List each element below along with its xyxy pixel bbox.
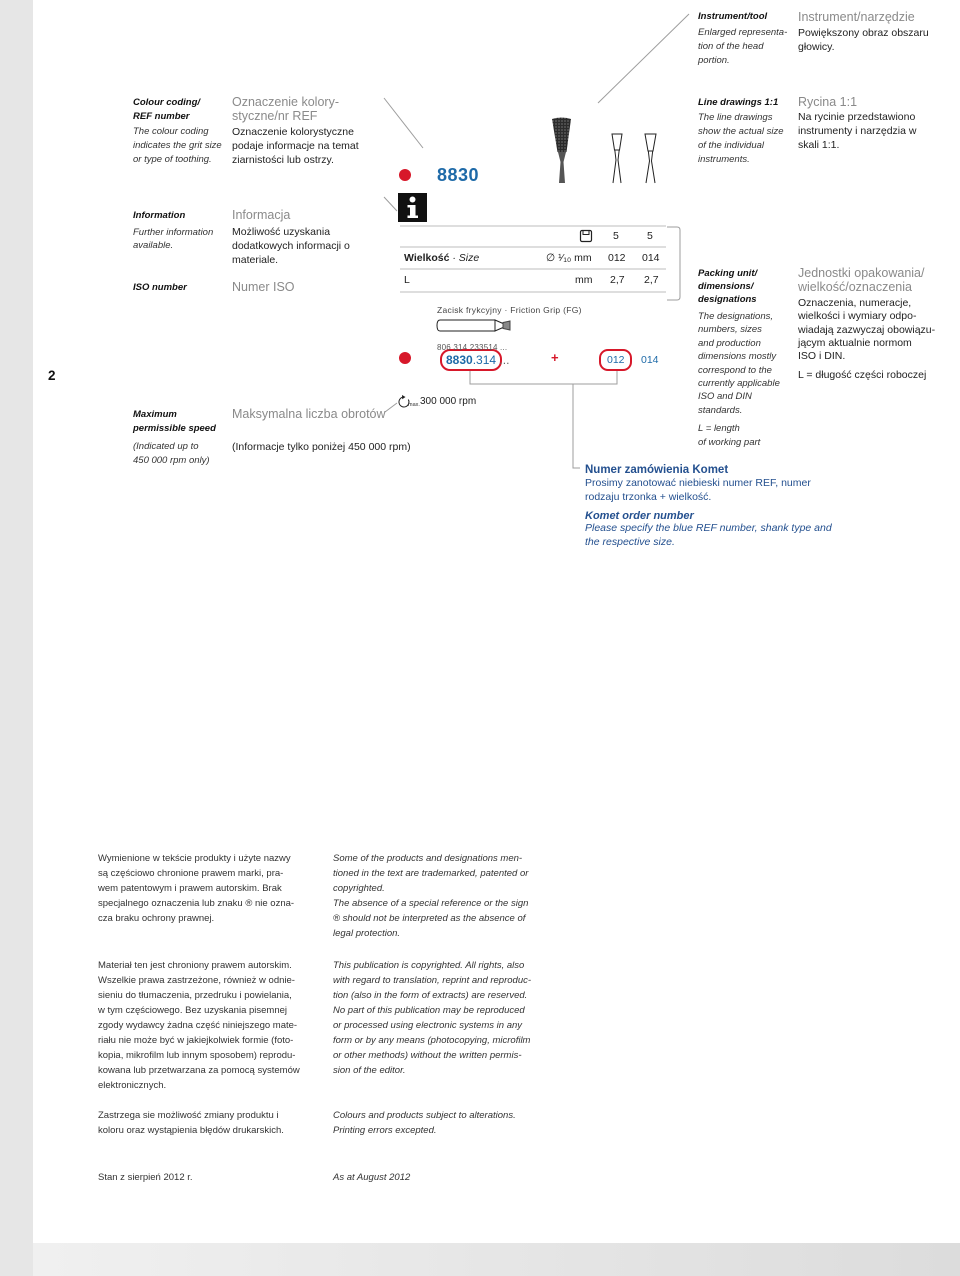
- legal-date-en: As at August 2012: [333, 1172, 411, 1183]
- line-drawing-size-014: [645, 134, 656, 183]
- shank-type-label: Zacisk frykcyjny · Friction Grip (FG): [437, 305, 582, 315]
- iso-title-en: ISO number: [133, 282, 187, 293]
- pointer-line-instrument: [598, 14, 689, 103]
- legal-copyright-en: This publication is copyrighted. All rights, also with regard to translation, reprint and reproduc- tion (also in the form of extracts) are reserved. No part of this publication may be reproduced or processed using electronic systems in any form or by any means (photocopying, microfilm or other methods) without the written permis- sion of the editor.: [333, 960, 532, 1076]
- line-drawing-neck: [646, 151, 655, 183]
- length-value-012: 2,7: [610, 274, 625, 286]
- packing-bracket: [667, 227, 680, 300]
- legal-trademarks-pl: Wymienione w tekście produkty i użyte nazwy są częściowo chronione prawem marki, pra- wem patentowym i prawem autorskim. Brak specjalnego oznaczenia lub znaku ® nie ozna- cza braku ochrony prawnej.: [98, 853, 295, 924]
- max-rpm-prefix: max.: [408, 402, 420, 408]
- packing-desc-pl: Oznaczenia, numeracje, wielkości i wymiary odpo- wiadają zazwyczaj obowiązu- jącym aktualnie normom ISO i DIN.: [798, 297, 936, 363]
- length-row-label: L: [404, 274, 410, 286]
- bur-head-grit: [552, 118, 571, 154]
- max-speed-title-en: Maximum permissible speed: [133, 409, 216, 434]
- packing-desc-en: The designations, numbers, sizes and production dimensions mostly correspond to the currently applicable ISO and DIN standards.: [698, 311, 780, 416]
- colour-coding-desc-en: The colour coding indicates the grit size or type of toothing.: [133, 126, 222, 165]
- pointer-line-information: [384, 197, 397, 211]
- line-drawing-head: [612, 134, 622, 150]
- information-desc-en: Further information available.: [133, 227, 214, 251]
- ref-number: 8830: [437, 165, 480, 185]
- legal-alterations-en: Colours and products subject to alterations. Printing errors excepted.: [333, 1110, 516, 1136]
- order-ref-number: [446, 353, 509, 367]
- information-desc-pl: Możliwość uzyskania dodatkowych informacji o materiale.: [232, 226, 350, 266]
- information-title-pl: Informacja: [232, 208, 291, 222]
- order-title-en: Komet order number: [585, 510, 694, 522]
- order-desc-en: Please specify the blue REF number, shank type and the respective size.: [585, 522, 832, 548]
- instrument-title-en: Instrument/tool: [698, 11, 768, 22]
- pack-qty-014: 5: [647, 230, 653, 242]
- size-unit: ∅ ¹⁄₁₀ mm: [546, 252, 592, 264]
- instrument-title-pl: Instrument/narzędzie: [798, 10, 915, 24]
- colour-coding-title-pl: Oznaczenie kolory- styczne/nr REF: [232, 95, 339, 123]
- size-value-014: 014: [642, 252, 660, 264]
- line-drawing-head: [645, 134, 656, 151]
- bur-neck: [558, 152, 566, 183]
- size-label-en: · Size: [452, 252, 480, 264]
- packing-title-en: Packing unit/ dimensions/ designations: [698, 268, 758, 305]
- colour-coding-title-en: Colour coding/ REF number: [133, 97, 201, 122]
- max-rpm-value: 300 000 rpm: [420, 396, 477, 407]
- colour-dot-top: [399, 169, 411, 181]
- legal-date-pl: Stan z sierpień 2012 r.: [98, 1172, 193, 1183]
- max-speed-note-en: (Indicated up to 450 000 rpm only): [133, 441, 210, 466]
- order-title-pl: Numer zamówienia Komet: [585, 464, 729, 476]
- info-icon: [398, 193, 427, 222]
- information-title-en: Information: [133, 210, 186, 221]
- plus-sign: +: [551, 350, 559, 365]
- legal-alterations-pl: Zastrzega sie możliwość zmiany produktu i koloru oraz wystąpienia błędów drukarskich.: [98, 1110, 284, 1136]
- max-speed-title-pl: Maksymalna liczba obrotów: [232, 407, 386, 421]
- line-drawings-title-en: Line drawings 1:1: [698, 97, 779, 108]
- packing-length-en: L = length of working part: [698, 423, 761, 448]
- pack-qty-012: 5: [613, 230, 619, 242]
- legal-trademarks-en: Some of the products and designations men- tioned in the text are trademarked, patented or copyrighted. The absence of a special reference or the sign ® should not be interpreted as the absence of legal protection.: [333, 853, 529, 939]
- order-ref-shank: .314: [472, 353, 497, 367]
- colour-coding-desc-pl: Oznaczenie kolorystyczne podaje informacje na temat ziarnistości lub ostrzy.: [232, 126, 359, 166]
- line-drawing-size-012: [612, 134, 622, 183]
- pointer-line-max-speed: [385, 403, 397, 412]
- package-icon: [581, 231, 592, 242]
- packing-title-pl: Jednostki opakowania/ wielkość/oznaczenia: [798, 266, 925, 294]
- order-ref-base: 8830: [446, 353, 473, 367]
- size-label-pl: Wielkość: [404, 252, 450, 264]
- line-drawings-desc-en: The line drawings show the actual size of the individual instruments.: [698, 112, 784, 165]
- enlarged-head-drawing: [552, 118, 571, 184]
- line-drawings-title-pl: Rycina 1:1: [798, 95, 858, 109]
- fg-shank-drawing: [437, 320, 510, 331]
- order-desc-pl: Prosimy zanotować niebieski numer REF, numer rodzaju trzonka + wielkość.: [585, 477, 811, 503]
- length-value-014: 2,7: [644, 274, 659, 286]
- iso-title-pl: Numer ISO: [232, 280, 295, 294]
- order-size-014: 014: [641, 354, 659, 366]
- line-drawing-neck: [613, 150, 621, 183]
- colour-dot-order: [399, 352, 411, 364]
- order-ref-ellipsis: ...: [496, 353, 510, 367]
- order-size-012: 012: [607, 354, 625, 366]
- page-number: 2: [48, 368, 56, 383]
- max-speed-note-pl: (Informacje tylko poniżej 450 000 rpm): [232, 441, 411, 453]
- size-row-label: [404, 251, 479, 265]
- pointer-line-colour-coding: [384, 98, 423, 148]
- instrument-desc-en: Enlarged representa- tion of the head portion.: [698, 27, 788, 66]
- line-drawings-desc-pl: Na rycinie przedstawiono instrumenty i narzędzia w skali 1:1.: [798, 111, 917, 151]
- length-unit: mm: [575, 274, 593, 286]
- size-value-012: 012: [608, 252, 626, 264]
- packing-length-pl: L = długość części roboczej: [798, 369, 927, 381]
- iso-number-value: 806 314 233514 ...: [437, 343, 508, 352]
- instrument-desc-pl: Powiększony obraz obszaru głowicy.: [798, 27, 929, 53]
- legal-copyright-pl: Materiał ten jest chroniony prawem autorskim. Wszelkie prawa zastrzeżone, również w odnie- sieniu do tłumaczenia, przedruku i powielania, w tym częściowego. Bez uzyskania pisemnej zgody wydawcy żadna część niniejszego mate- riału nie może być w jakiejkolwiek formie (foto- kopia, mikrofilm lub innym sposobem) reprodu- kowana lub przetwarzana za pomocą systemów elektronicznych.: [98, 960, 300, 1091]
- order-number-connector: [470, 371, 617, 468]
